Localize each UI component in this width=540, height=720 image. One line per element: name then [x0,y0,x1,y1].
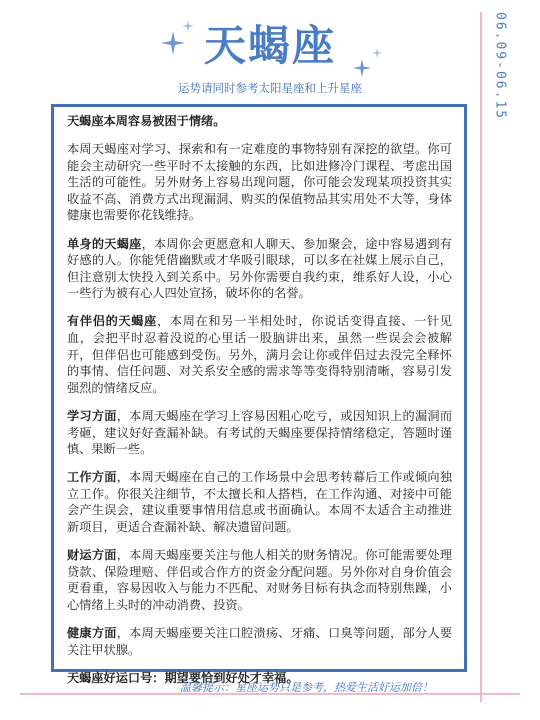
footer-note: 温馨提示：星座运势只是参考，热爱生活好运加倍！ [180,681,433,694]
paragraph-lead: 天蝎座本周容易被困于情绪。 [67,114,226,128]
sparkle-icon [372,48,382,58]
sparkle-icon [352,58,372,78]
paragraph-lead: 学习方面 [67,408,117,423]
paragraph-body: ，本周天蝎座要关注与他人相关的财务情况。你可能需要处理贷款、保险理赔、伴侣或合作方的资金分配问题。另外你对自身价值会更看重，容易因收入与能力不匹配、对财务目标有执念而特别焦躁，小心情绪上头时的冲动消费、投资。 [67,548,453,612]
paragraph-body: ，本周天蝎座在学习上容易因粗心吃亏，或因知识上的漏洞而考砸，建议好好查漏补缺。有考试的天蝎座要保持情绪稳定，答题时谨慎、果断一些。 [67,408,453,457]
horoscope-content [67,113,452,698]
sparkle-icon [160,30,186,56]
paragraph-lead: 财运方面 [67,548,117,563]
paragraph-lead: 工作方面 [67,470,117,485]
paragraph-lead: 单身的天蝎座 [67,236,142,251]
work-paragraph [67,469,452,535]
date-range-text: 06.09-06.15 [492,12,508,121]
paragraph-body: ，本周在和另一半相处时，你说话变得直接、一针见血，会把平时忍着没说的心里话一股脑讲出来，虽然一些误会会被解开，但伴侣也可能感到受伤。另外，满月会让你或伴侣过去没完全释怀的事情、信任问题、对关系安全感的需求等等变得特别清晰，容易引发强烈的情绪反应。 [67,314,453,395]
page-title: 天蝎座 [203,21,336,70]
paragraph-body: ，本周天蝎座在自己的工作场景中会思考转幕后工作或倾向独立工作。你很关注细节，不太擅长和人搭档，在工作沟通、对接中可能会产生误会，建议重要事情用信息或书面确认。本周不太适合主动推进新项目，更适合查漏补缺、解决遗留问题。 [67,470,453,534]
partnered-paragraph [67,313,452,396]
page-subtitle: 运势请同时参考太阳星座和上升星座 [178,81,362,95]
paragraph-body: ，本周天蝎座要关注口腔溃疡、牙痛、口臭等问题，部分人要关注甲状腺。 [67,625,453,657]
paragraph-body: ，本周你会更愿意和人聊天、参加聚会，途中容易遇到有好感的人。你能凭借幽默或才华吸引眼球，可以多在社媒上展示自己，但注意别太快投入到关系中。另外你需要自我约束，维系好人设，小心一些行为被有心人四处宣扬，破坏你的名誉。 [67,236,452,301]
paragraph-lead: 天蝎座好运口号：期望要恰到好处才幸福。 [67,670,299,685]
paragraph-body: 本周天蝎座对学习、探索和有一定难度的事物特别有深挖的欲望。你可能会主动研究一些平时不太接触的东西，比如进修冷门课程、考虑出国生活的可能性。另外财务上容易出现问题，你可能会发现某项投资其实收益不高、消费方式出现漏洞、购买的保值物品其实用处不大等，身体健康也需要你花钱维持。 [67,142,452,223]
overview-paragraph [67,141,452,224]
paragraph-lead: 有伴侣的天蝎座 [67,314,157,329]
date-range [480,12,520,142]
study-paragraph [67,408,452,458]
single-paragraph [67,236,452,302]
intro-headline [67,113,452,130]
paragraph-lead: 健康方面 [67,625,117,640]
health-paragraph [67,625,452,658]
wealth-paragraph [67,547,452,613]
